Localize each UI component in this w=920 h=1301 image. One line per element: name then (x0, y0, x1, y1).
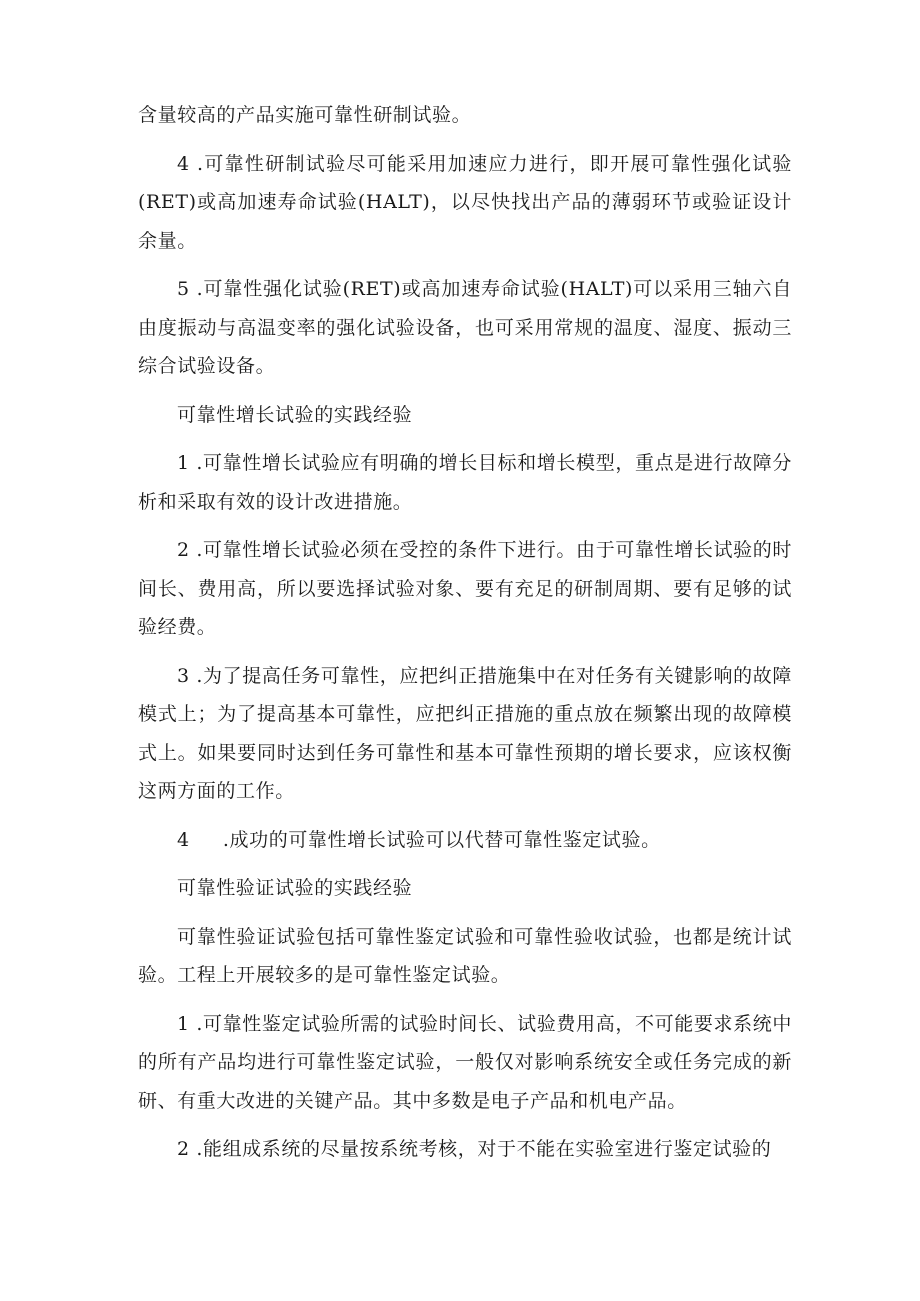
paragraph-item-5: 5 .可靠性强化试验(RET)或高加速寿命试验(HALT)可以采用三轴六自由度振动与高温变率的强化试验设备，也可采用常规的温度、湿度、振动三综合试验设备。 (138, 278, 792, 377)
section-heading-verification-test: 可靠性验证试验的实践经验 (177, 877, 413, 899)
section-heading-growth-test: 可靠性增长试验的实践经验 (177, 403, 413, 426)
paragraph-verification-intro: 可靠性验证试验包括可靠性鉴定试验和可靠性验收试验，也都是统计试验。工程上开展较多的是可靠性鉴定试验。 (138, 925, 792, 986)
paragraph-growth-2: 2 .可靠性增长试验必须在受控的条件下进行。由于可靠性增长试验的时间长、费用高，所以要选择试验对象、要有充足的研制周期、要有足够的试验经费。 (138, 539, 792, 638)
paragraph-growth-4: 4 .成功的可靠性增长试验可以代替可靠性鉴定试验。 (177, 828, 661, 851)
paragraph-item-4: 4 .可靠性研制试验尽可能采用加速应力进行，即开展可靠性强化试验(RET)或高加速寿命试验(HALT)，以尽快找出产品的薄弱环节或验证设计余量。 (138, 152, 792, 252)
paragraph-growth-3: 3 .为了提高任务可靠性，应把纠正措施集中在对任务有关键影响的故障模式上；为了提高基本可靠性，应把纠正措施的重点放在频繁出现的故障模式上。如果要同时达到任务可靠性和基本可靠性预期的增长要求，应该权衡这两方面的工作。 (138, 664, 792, 802)
paragraph-verification-2: 2 .能组成系统的尽量按系统考核，对于不能在实验室进行鉴定试验的 (177, 1138, 772, 1160)
paragraph-growth-1: 1 .可靠性增长试验应有明确的增长目标和增长模型，重点是进行故障分析和采取有效的设计改进措施。 (138, 452, 792, 513)
document-page (138, 96, 792, 1179)
paragraph-continuation: 含量较高的产品实施可靠性研制试验。 (138, 104, 472, 126)
paragraph-verification-1: 1 .可靠性鉴定试验所需的试验时间长、试验费用高，不可能要求系统中的所有产品均进行可靠性鉴定试验，一般仅对影响系统安全或任务完成的新研、有重大改进的关键产品。其中多数是电子产品和机电产品。 (138, 1012, 792, 1112)
